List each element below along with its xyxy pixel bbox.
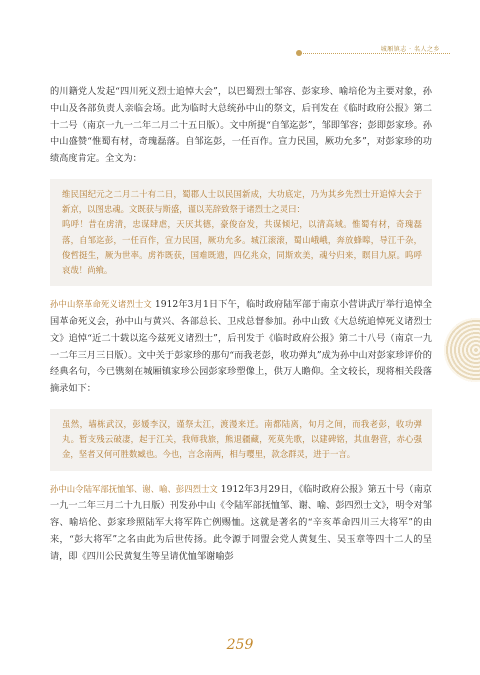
- quote-block-1: 维民国纪元之二月二十有二日，蜀郡人士以民国新成，大功底定，乃为其乡先烈士开追悼大会于新京，以图忠魂。文既获与斯盛，谨以芜辞致祭于诸烈士之灵曰： 呜呼！昔在虏清，忠谋肆虐，天厌其德，豪俊奋发，共谋倾圮，以清高域。惟蜀有材，奇瑰磊落，自邹迄彭，一任百作，宣力民国，厥功允多。城江滚滚，蜀山峨峨，奔放蜂嗥，导江千杂，俊哲挺生，厥为世率。虏祚既获，国难既遗，四亿兆众，同斯欢美，魂兮归来，瞑目九原。呜呼哀哉！尚飨。: [50, 179, 432, 286]
- paragraph-3: [50, 481, 432, 566]
- paragraph-2-lead: 孙中山祭革命死义诸烈士文: [50, 299, 152, 310]
- running-header: 城厢镇志 · 名人之乡: [380, 46, 440, 53]
- page-content: [50, 84, 432, 566]
- page-number: 259: [226, 637, 254, 653]
- paragraph-2: [50, 296, 432, 398]
- paragraph-1: 的川籍党人发起“四川死义烈士追悼大会”，以巴蜀烈士邹容、彭家珍、喻培伦为主要对象，孙中山及各部负责人亲临会场。此为临时大总统孙中山的祭文，后刊发在《临时政府公报》第二十二号（南京一九一二年二月二十五日版）。文中所提“自邹迄彭”，邹即邹容；彭即彭家珍。孙中山盛赞“惟蜀有材，奇瑰磊落。自邹迄彭，一任百作。宣力民国，厥功允多”，对彭家珍的功绩高度肯定。全文为：: [50, 86, 432, 165]
- header-dotted-rule: [300, 53, 450, 54]
- decorative-seal-ornament: [444, 318, 480, 382]
- paragraph-2-text: 1912年3月1日下午，临时政府陆军部于南京小营讲武厅举行追悼全国革命死义会，孙中山与黄兴、各部总长、卫戍总督参加。孙中山致《大总统追悼死义诸烈士文》追悼“近二十载以迄今兹死义诸烈士”，后刊发于《临时政府公报》第二十八号（南京一九一二年三月三日版）。文中关于彭家珍的那句“而我老彭，收功弹丸”成为孙中山对彭家珍评价的经典名句，今已镌刻在城厢镇家珍公园彭家珍塑像上，供万人瞻仰。全文较长，现将相关段落摘录如下：: [50, 299, 432, 395]
- paragraph-3-lead: 孙中山令陆军部抚恤邹、谢、喻、彭四烈士文: [50, 483, 218, 494]
- quote-block-2: 虽然，墙栋武汉，彭媛李汉，谨祭太江，渡漫来迁。南都陆离，旬月之间，而我老彭，收功弹丸。暂支残云破凄，起于江关，我师我旅，熊退疆藏，死莫先歌，以建碑铭，其血磐营，赤心强金，坚者又何可胜数臧也。今也，言念南两，相与嘤里，款念群灵，进于一言。: [50, 409, 432, 471]
- paragraph-3-text: 1912年3月29日，《临时政府公报》第五十号（南京一九一二年三月二十九日版）刊发孙中山《令陆军部抚恤邹、谢、喻、彭四烈士文》，明令对邹容、喻培伦、彭家珍照陆军大将军阵亡例赐恤。这就是著名的“辛亥革命四川三大将军”的由来，“彭大将军”之名由此为后世传扬。此令源于同盟会党人黄复生、吴玉章等四十二人的呈请，即《四川公民黄复生等呈请优恤邹谢喻彭: [50, 483, 432, 562]
